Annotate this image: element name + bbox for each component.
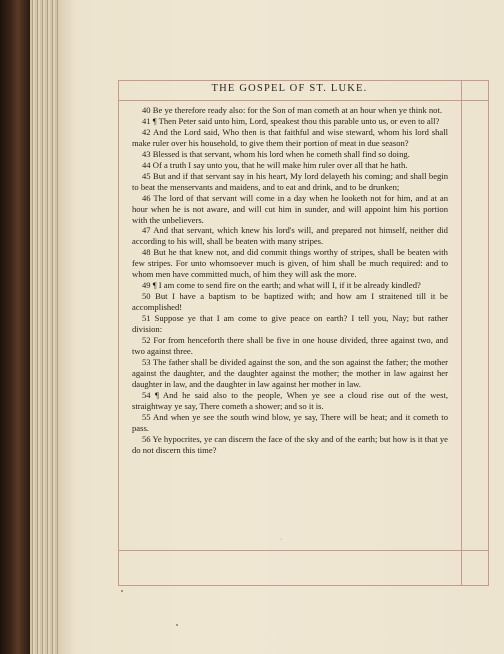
verse-text: And that servant, which knew his lord's will, and prepared not himself, neither did according to his will, shall be beaten with many stripes. <box>132 225 448 247</box>
verse <box>132 116 448 127</box>
foxing-spot <box>176 624 178 626</box>
verse-text: Suppose ye that I am come to give peace on earth? I tell you, Nay; but rather division: <box>132 313 449 335</box>
scripture-text <box>132 105 448 456</box>
verse-number: 55 <box>142 411 151 422</box>
verse <box>132 434 448 456</box>
verse-number: 49 <box>142 280 151 291</box>
verse <box>132 412 448 434</box>
verse-number: 42 <box>142 126 151 137</box>
frame-rule-bottom <box>118 550 488 551</box>
verse <box>132 291 448 313</box>
verse-number: 48 <box>142 247 151 258</box>
verse <box>132 280 448 291</box>
verse-text: ¶ Then Peter said unto him, Lord, speakest thou this parable unto us, or even to all? <box>152 115 440 126</box>
frame-rule-left <box>118 80 119 586</box>
verse-number: 56 <box>142 433 151 444</box>
verse-number: 44 <box>142 159 151 170</box>
verse-number: 51 <box>142 313 151 324</box>
running-head: THE GOSPEL OF ST. LUKE. <box>211 83 368 94</box>
verse-text: ¶ And he said also to the people, When ye see a cloud rise out of the west, straightway ye say, There cometh a shower; and so it is. <box>132 389 448 411</box>
verse <box>132 225 448 247</box>
verse-number: 40 <box>142 105 151 115</box>
verse <box>132 313 448 335</box>
verse <box>132 105 448 116</box>
verse-number: 43 <box>142 148 151 159</box>
verse-number: 54 <box>142 389 151 400</box>
frame-rule-right <box>461 80 462 586</box>
verse-text: But he that knew not, and did commit things worthy of stripes, shall be beaten with few stripes. For unto whomsoever much is given, of him shall be much required: and to whom men have committed much, of him they will ask the more. <box>132 247 448 280</box>
verse <box>132 193 448 226</box>
verse <box>132 390 448 412</box>
verse-number: 47 <box>142 225 151 236</box>
verse-number: 41 <box>142 115 151 126</box>
foxing-spot <box>121 590 123 592</box>
verse <box>132 149 448 160</box>
frame-rule-bottom-outer <box>118 585 488 586</box>
verse <box>132 247 448 280</box>
frame-rule-header <box>118 100 488 101</box>
verse-number: 46 <box>142 192 151 203</box>
verse-number: 45 <box>142 170 151 181</box>
verse-number: 53 <box>142 356 151 367</box>
verse-text: For from henceforth there shall be five in one house divided, three against two, and two against three. <box>132 335 448 356</box>
verse <box>132 127 448 149</box>
verse-number: 50 <box>142 291 151 302</box>
verse-text: Blessed is that servant, whom his lord when he cometh shall find so doing. <box>152 148 410 159</box>
verse-text: And when ye see the south wind blow, ye say, There will be heat; and it cometh to pass. <box>132 411 448 433</box>
verse-text: Of a truth I say unto you, that he will make him ruler over all that he hath. <box>152 159 408 170</box>
verse <box>132 171 448 193</box>
verse-text: But I have a baptism to be baptized with; and how am I straitened till it be accomplished! <box>132 291 448 313</box>
verse-text: The father shall be divided against the son, and the son against the father; the mother against the daughter, and the daughter against the mother; the mother in law against her daughter in law, and the daughter in law against her mother in law. <box>132 356 448 389</box>
verse <box>132 357 448 390</box>
verse-text: And the Lord said, Who then is that faithful and wise steward, whom his lord shall make ruler over his household, to give them their portion of meat in due season? <box>132 126 448 148</box>
verse-text: But and if that servant say in his heart, My lord delayeth his coming; and shall begin to beat the menservants and maidens, and to eat and drink, and to be drunken; <box>132 170 448 192</box>
verse-number: 52 <box>142 335 151 346</box>
verse <box>132 335 448 357</box>
verse-text: ¶ I am come to send fire on the earth; and what will I, if it be already kindled? <box>152 280 421 291</box>
verse <box>132 160 448 171</box>
verse-text: Ye hypocrites, ye can discern the face of the sky and of the earth; but how is it that ye do not discern this time? <box>132 433 448 455</box>
page-mark: · <box>280 537 282 543</box>
frame-rule-top <box>118 80 488 81</box>
frame-rule-margin <box>488 80 489 586</box>
verse-text: The lord of that servant will come in a day when he looketh not for him, and at an hour when he is not aware, and will cut him in sunder, and will appoint him his portion with the unbelievers. <box>132 192 448 225</box>
book-binding <box>0 0 30 654</box>
verse-text: Be ye therefore ready also: for the Son of man cometh at an hour when ye think not. <box>152 105 442 115</box>
